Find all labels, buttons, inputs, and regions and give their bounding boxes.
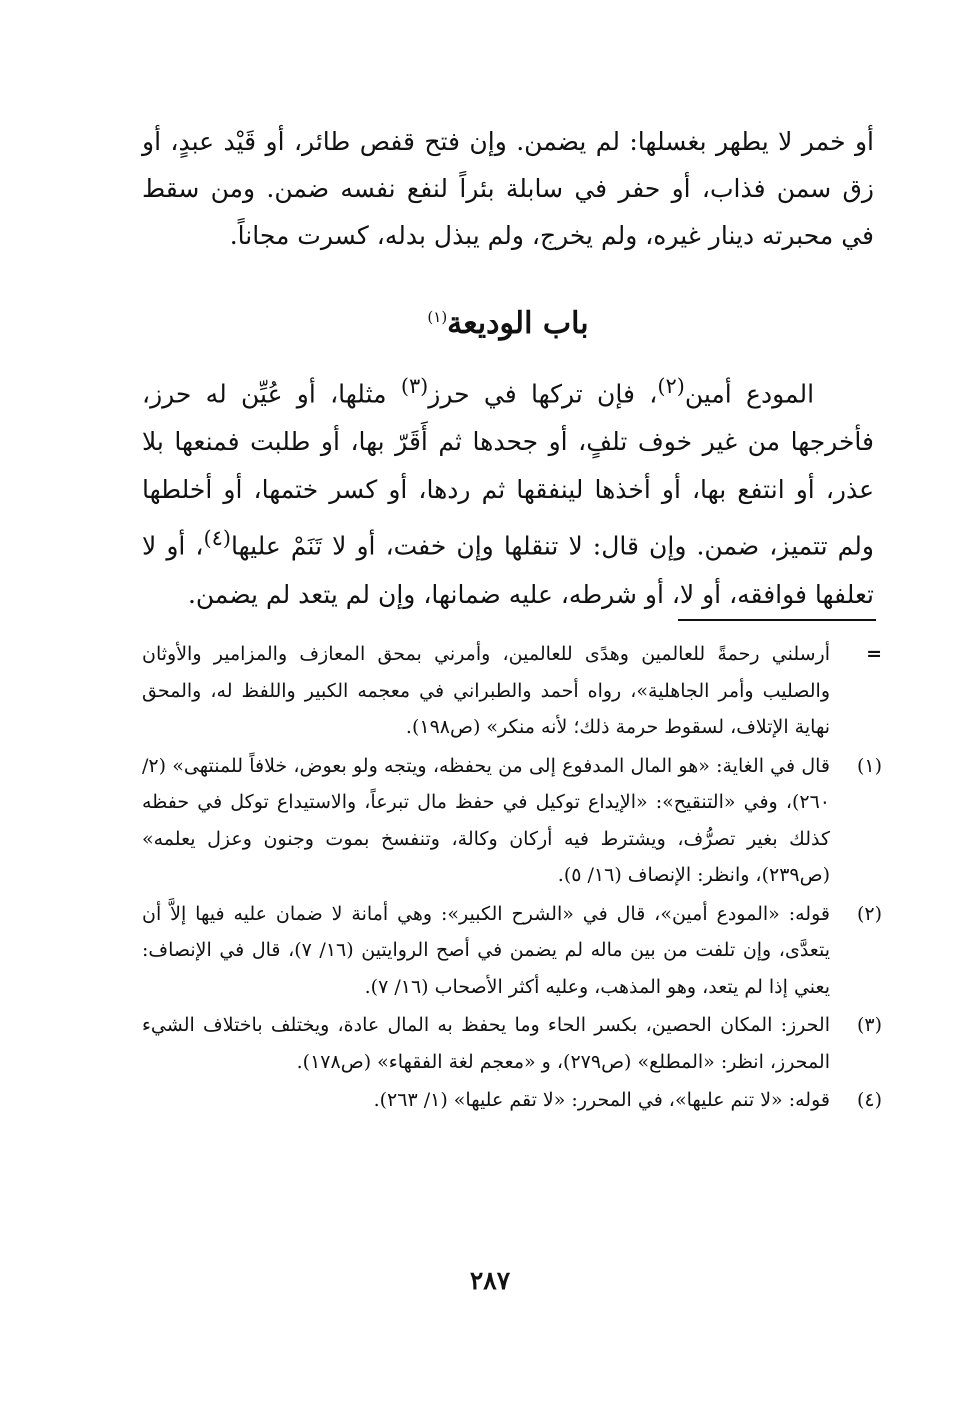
footnote-4 [142,1082,882,1119]
footnote-text: أرسلني رحمةً للعالمين وهدًى للعالمين، وأمرني بمحق المعازف والمزامير والأوثان والصليب وأمر الجاهلية»، رواه أحمد والطبراني في معجمه الكبير واللفظ له، والمحق نهاية الإتلاف، لسقوط حرمة ذلك؛ لأنه منكر» (ص١٩٨). [142,643,831,738]
footnote-marker: (١) [856,754,882,777]
footnote-marker: (٢) [856,902,882,925]
footnote-marker: = [866,643,882,665]
footnote-marker: (٤) [856,1089,882,1111]
footnotes [142,636,882,1121]
top-paragraph [142,118,874,259]
footnote-ref-4: (٤) [203,526,231,551]
footnote-text: قال في الغاية: «هو المال المدفوع إلى من يحفظه، ويتجه ولو بعوض، خلافاً للمنتهى» (٢/ ٢٦٠)، وفي «التنقيح»: «الإيداع توكيل في حفظ مال تبرعاً، والاستيداع توكل في حفظه كذلك بغير تصرُّف، ويشترط فيه أركان وكالة، وتنفسخ بموت وجنون وعزل يعلمه» (ص٢٣٩)، وانظر: الإنصاف (١٦/ ٥). [142,754,830,886]
body-paragraph-text [142,362,874,619]
body-paragraph [142,362,874,619]
footnote-marker: (٣) [856,1014,882,1036]
body-segment-3: مثلها، أو عُيِّن له حرز، فأخرجها من غير خوف تلفٍ، أو جحدها ثم أَقَرّ بها، أو طلبت فمنعها بلا عذر، أو انتفع بها، أو أخذها لينفقها ثم ردها، أو كسر ختمها، أو أخلطها ولم تتميز، ضمن. وإن قال: لا تنقلها وإن خفت، أو لا تَنَمْ عليها [142,379,874,561]
footnote-ref-1: (١) [427,308,448,326]
footnote-3 [142,1007,882,1080]
body-segment-4: ، أو لا تعلفها فوافقه، أو لا، أو شرطه، عليه ضمانها، وإن لم يتعد لم يضمن. [142,531,874,609]
footnote-2 [142,896,882,1006]
section-heading-title: باب الوديعة [447,306,589,341]
footnote-ref-3: (٣) [400,374,429,398]
section-heading [142,292,874,349]
body-segment-1: المودع أمين [684,379,815,409]
footnote-text: قوله: «لا تنم عليها»، في المحرر: «لا تقم عليها» (١/ ٢٦٣). [373,1089,830,1111]
footnote-ref-2: (٢) [657,374,685,398]
footnote-text: قوله: «المودع أمين»، قال في «الشرح الكبير»: وهي أمانة لا ضمان عليه فيها إلاَّ أن يتعدَّى، وإن تلفت من بين ماله لم يضمن في أصح الروايتين (١٦/ ٧)، قال في الإنصاف: يعني إذا لم يتعد، وهو المذهب، وعليه أكثر الأصحاب (١٦/ ٧). [142,902,830,998]
page-number: ٢٨٧ [469,1266,511,1295]
body-segment-2: ، فإن تركها في حرز [428,379,658,409]
footnote-1 [142,748,882,894]
footnote-text: الحرز: المكان الحصين، بكسر الحاء وما يحفظ به المال عادة، ويختلف باختلاف الشيء المحرز، انظر: «المطلع» (ص٢٧٩)، و «معجم لغة الفقهاء» (ص١٧٨). [142,1014,830,1073]
footnote-divider [678,619,876,621]
top-paragraph-text: أو خمر لا يطهر بغسلها: لم يضمن. وإن فتح قفص طائر، أو قَيْد عبدٍ، أو زق سمن فذاب، أو حفر في سابلة بئراً لنفع نفسه ضمن. ومن سقط في محبرته دينار غيره، ولم يخرج، ولم يبذل بدله، كسرت مجاناً. [142,127,874,250]
footnote-continuation [142,636,882,746]
